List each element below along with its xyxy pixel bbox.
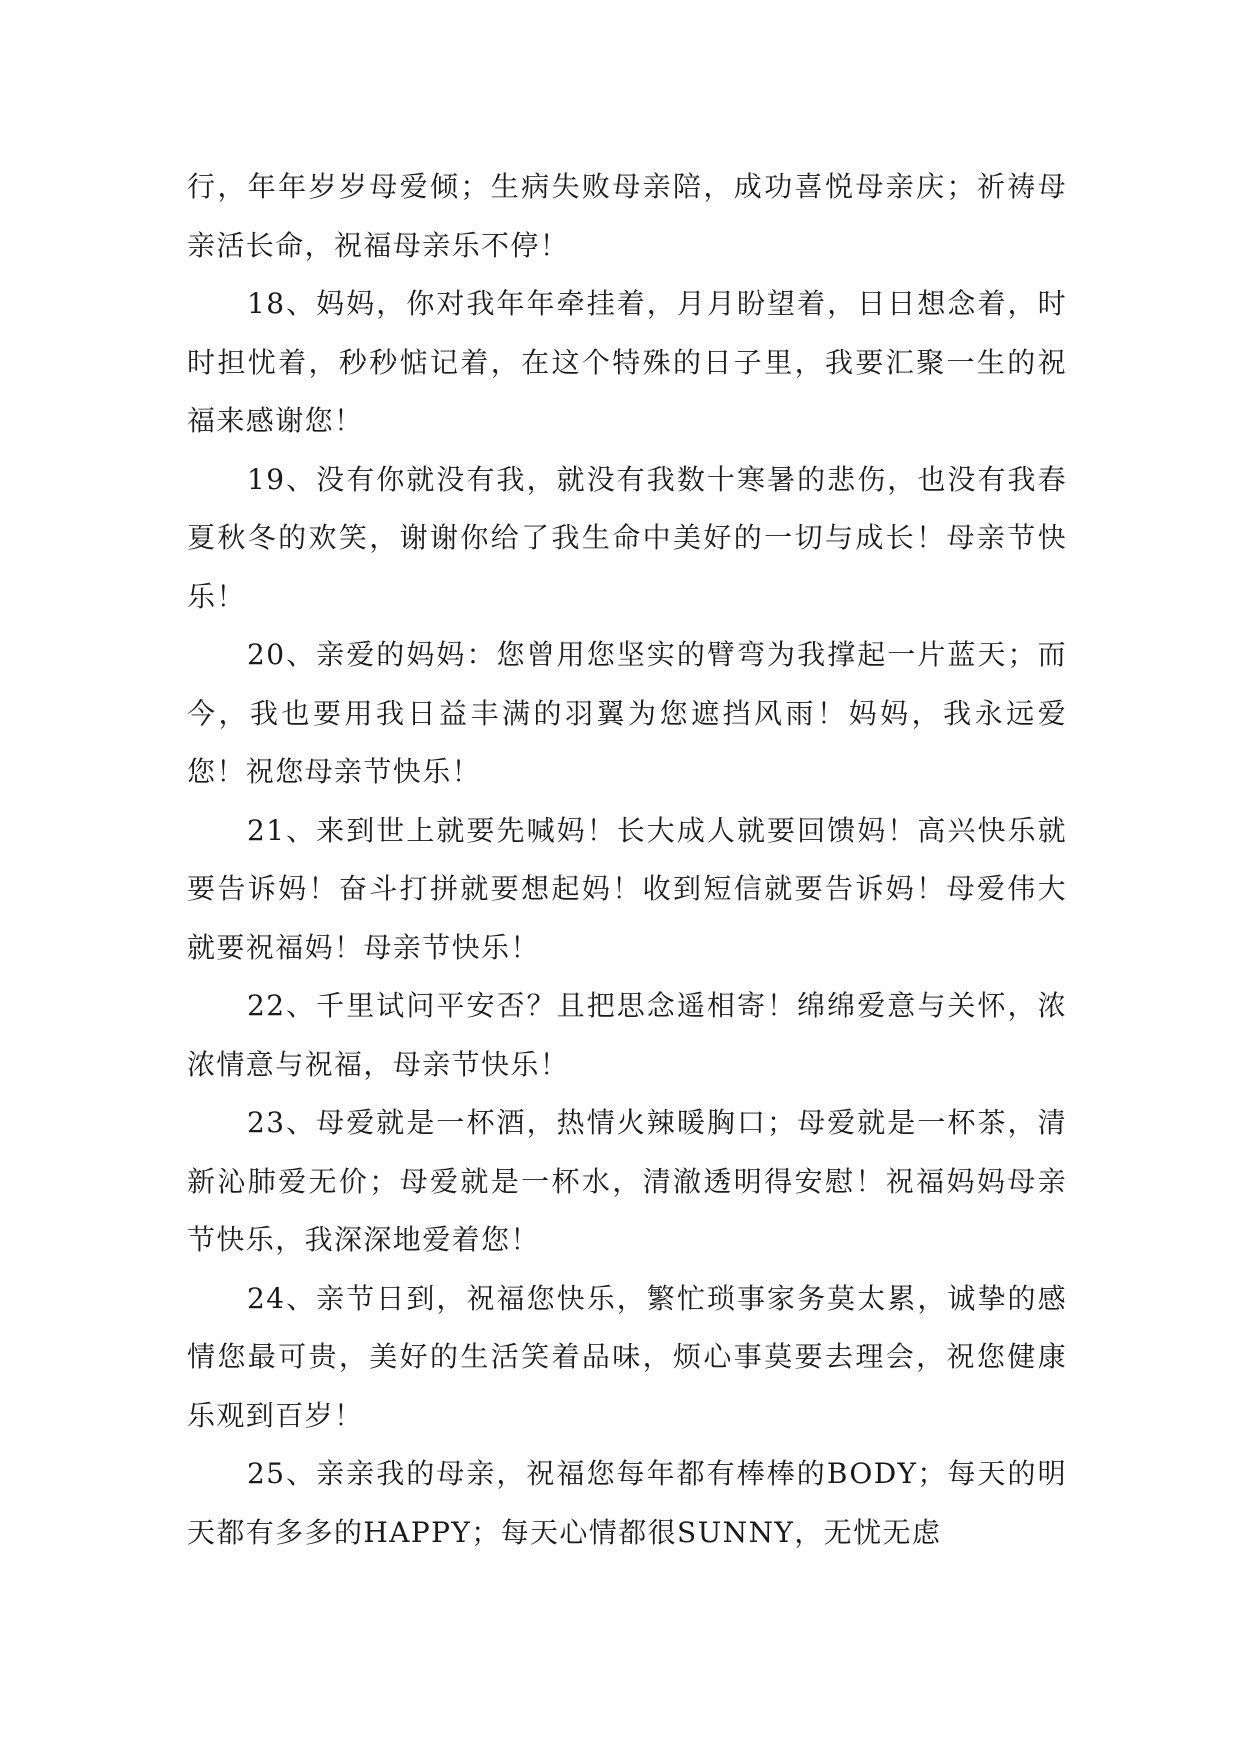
paragraph-25: 25、亲亲我的母亲，祝福您每年都有棒棒的BODY；每天的明天都有多多的HAPPY；每天心情都很SUNNY，无忧无虑 xyxy=(187,1457,1067,1549)
document-body xyxy=(187,158,1067,1562)
paragraph-18: 18、妈妈，你对我年年牵挂着，月月盼望着，日日想念着，时时担忧着，秒秒惦记着，在这个特殊的日子里，我要汇聚一生的祝福来感谢您！ xyxy=(187,287,1067,437)
paragraph-23: 23、母爱就是一杯酒，热情火辣暖胸口；母爱就是一杯茶，清新沁肺爱无价；母爱就是一杯水，清澈透明得安慰！祝福妈妈母亲节快乐，我深深地爱着您！ xyxy=(187,1106,1067,1256)
paragraph-24: 24、亲节日到，祝福您快乐，繁忙琐事家务莫太累，诚挚的感情您最可贵，美好的生活笑着品味，烦心事莫要去理会，祝您健康乐观到百岁！ xyxy=(187,1281,1067,1432)
paragraph-19: 19、没有你就没有我，就没有我数十寒暑的悲伤，也没有我春夏秋冬的欢笑，谢谢你给了我生命中美好的一切与成长！母亲节快乐！ xyxy=(187,462,1067,613)
paragraph-20: 20、亲爱的妈妈：您曾用您坚实的臂弯为我撑起一片蓝天；而今，我也要用我日益丰满的羽翼为您遮挡风雨！妈妈，我永远爱您！祝您母亲节快乐！ xyxy=(187,638,1067,788)
paragraph-22: 22、千里试问平安否？且把思念遥相寄！绵绵爱意与关怀，浓浓情意与祝福，母亲节快乐！ xyxy=(187,989,1067,1081)
paragraph-21: 21、来到世上就要先喊妈！长大成人就要回馈妈！高兴快乐就要告诉妈！奋斗打拼就要想起妈！收到短信就要告诉妈！母爱伟大就要祝福妈！母亲节快乐！ xyxy=(187,813,1067,964)
paragraph-continuation: 行，年年岁岁母爱倾；生病失败母亲陪，成功喜悦母亲庆；祈祷母亲活长命，祝福母亲乐不停！ xyxy=(187,170,1067,262)
